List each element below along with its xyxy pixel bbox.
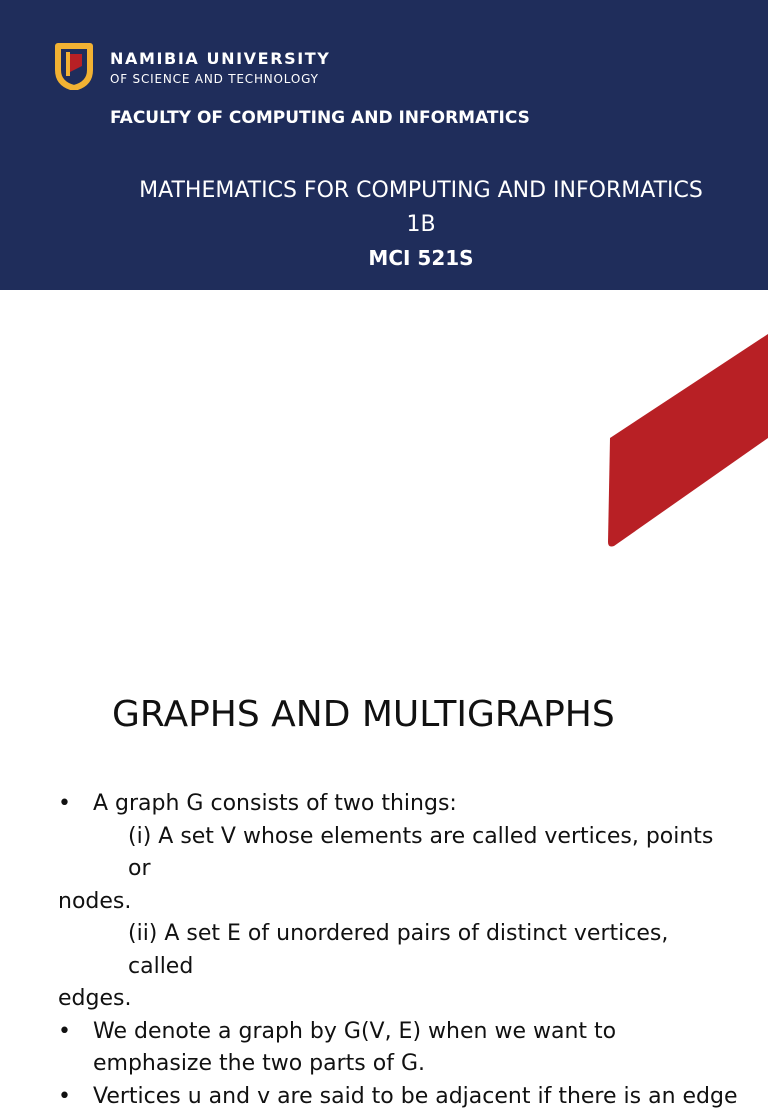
- university-logo-icon: [52, 42, 96, 90]
- bullet-item: [58, 1016, 738, 1081]
- bullet-icon: •: [58, 1081, 71, 1113]
- sub-item-continuation: edges.: [58, 983, 738, 1016]
- university-subtitle: OF SCIENCE AND TECHNOLOGY: [110, 72, 319, 86]
- bullet-icon: •: [58, 1016, 71, 1049]
- sub-item-continuation: nodes.: [58, 886, 738, 919]
- section-title: GRAPHS AND MULTIGRAPHS: [112, 694, 615, 735]
- sub-item-text: (ii) A set E of unordered pairs of distinct vertices, called: [58, 918, 738, 983]
- bullet-text: A graph G consists of two things:: [93, 791, 457, 816]
- university-name: NAMIBIA UNIVERSITY: [110, 49, 331, 68]
- bullet-text: Vertices u and v are said to be adjacent if there is an edge: [93, 1084, 738, 1109]
- bullet-icon: •: [58, 788, 71, 821]
- header-banner: [0, 0, 768, 290]
- course-title: [110, 174, 732, 242]
- bullet-text: We denote a graph by G(V, E) when we want to emphasize the two parts of G.: [93, 1019, 616, 1077]
- bullet-item: [58, 788, 738, 821]
- course-title-line2: 1B: [110, 208, 732, 242]
- faculty-name: FACULTY OF COMPUTING AND INFORMATICS: [110, 108, 530, 128]
- sub-item-text: (i) A set V whose elements are called vertices, points or: [58, 821, 738, 886]
- course-title-line1: MATHEMATICS FOR COMPUTING AND INFORMATICS: [110, 174, 732, 208]
- red-accent-shape: [600, 330, 768, 550]
- course-code: MCI 521S: [110, 246, 732, 270]
- slide-body: [58, 788, 738, 1113]
- bullet-item: [58, 1081, 738, 1113]
